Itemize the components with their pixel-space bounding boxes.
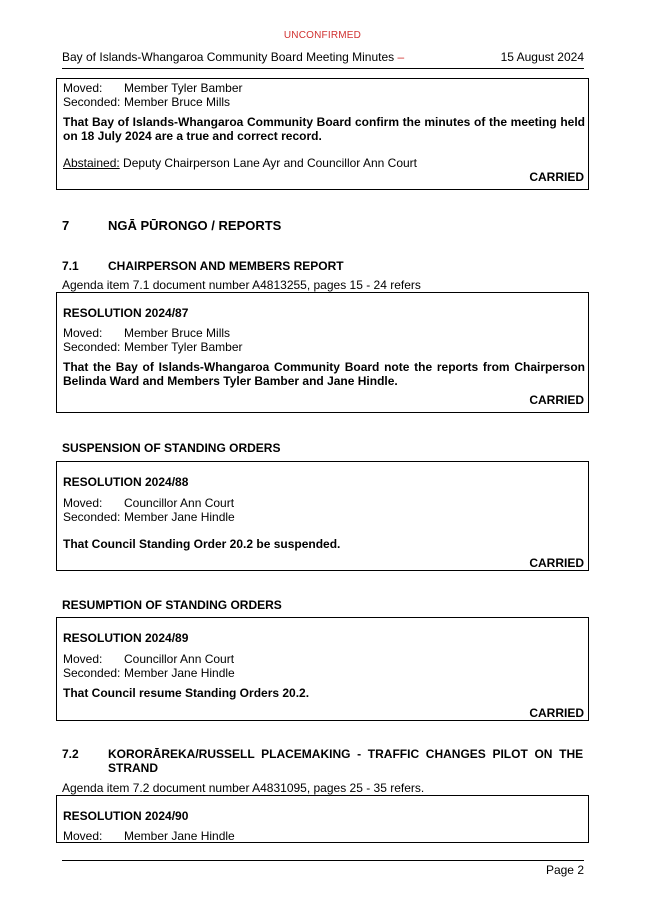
moved-row	[63, 496, 234, 510]
carried-label: CARRIED	[529, 393, 584, 407]
item-7-2-title-line1: KORORĀREKA/RUSSELL PLACEMAKING - TRAFFIC CHANGES PILOT ON THE	[108, 747, 584, 761]
moved-label: Moved:	[63, 829, 103, 843]
resolution-box-2024-89	[56, 617, 589, 721]
resolution-text: That Bay of Islands-Whangaroa Community Board confirm the minutes of the meeting held on 18 July 2024 are a true and correct record.	[63, 115, 585, 143]
seconded-value: Member Jane Hindle	[124, 666, 235, 680]
seconded-label: Seconded:	[63, 510, 121, 524]
resolution-heading: RESOLUTION 2024/89	[63, 631, 189, 645]
carried-label: CARRIED	[529, 170, 584, 184]
seconded-label: Seconded:	[63, 666, 121, 680]
resolution-text: That Council resume Standing Orders 20.2.	[63, 686, 310, 700]
moved-row	[63, 81, 242, 95]
item-7-2-agenda: Agenda item 7.2 document number A4831095, pages 25 - 35 refers.	[62, 781, 425, 795]
section-7-number: 7	[62, 218, 70, 233]
moved-label: Moved:	[63, 81, 103, 95]
header-date: 15 August 2024	[500, 50, 584, 64]
moved-value: Member Jane Hindle	[124, 829, 235, 843]
seconded-row	[63, 510, 235, 524]
resolution-heading: RESOLUTION 2024/90	[63, 809, 189, 823]
carried-label: CARRIED	[529, 556, 584, 570]
item-7-2-title-line2: STRAND	[108, 761, 158, 775]
abstained-row	[63, 156, 417, 170]
section-7-title: NGĀ PŪRONGO / REPORTS	[108, 218, 282, 233]
seconded-value: Member Tyler Bamber	[124, 340, 243, 354]
moved-value: Member Tyler Bamber	[124, 81, 243, 95]
seconded-row	[63, 95, 230, 109]
moved-value: Councillor Ann Court	[124, 496, 235, 510]
seconded-label: Seconded:	[63, 95, 121, 109]
seconded-label: Seconded:	[63, 340, 121, 354]
suspension-heading: SUSPENSION OF STANDING ORDERS	[62, 441, 281, 455]
seconded-value: Member Bruce Mills	[124, 95, 231, 109]
moved-row	[63, 652, 234, 666]
abstained-value: Deputy Chairperson Lane Ayr and Councillor Ann Court	[119, 156, 418, 170]
header-title	[62, 50, 404, 64]
abstained-label: Abstained:	[63, 156, 120, 170]
moved-value: Councillor Ann Court	[124, 652, 235, 666]
item-7-2-number: 7.2	[62, 747, 79, 761]
resolution-box-2024-87	[56, 292, 589, 413]
page-header	[62, 50, 584, 69]
page-number: Page 2	[545, 863, 584, 877]
unconfirmed-watermark: UNCONFIRMED	[283, 30, 362, 41]
resolution-text: That the Bay of Islands-Whangaroa Community Board note the reports from Chairperson Belinda Ward and Members Tyler Bamber and Jane Hindle.	[63, 360, 585, 388]
carried-label: CARRIED	[529, 706, 584, 720]
resolution-heading: RESOLUTION 2024/87	[63, 306, 189, 320]
resolution-heading: RESOLUTION 2024/88	[63, 475, 189, 489]
header-title-text: Bay of Islands-Whangaroa Community Board Meeting Minutes	[62, 50, 395, 64]
item-7-1-agenda: Agenda item 7.1 document number A4813255, pages 15 - 24 refers	[62, 278, 421, 292]
seconded-row	[63, 340, 242, 354]
header-dash: –	[397, 50, 405, 64]
moved-label: Moved:	[63, 496, 103, 510]
seconded-value: Member Jane Hindle	[124, 510, 235, 524]
resumption-heading: RESUMPTION OF STANDING ORDERS	[62, 598, 282, 612]
resolution-box-2024-88	[56, 461, 589, 571]
resolution-box-2024-90	[56, 795, 589, 843]
resolution-box-minutes	[56, 78, 589, 190]
moved-label: Moved:	[63, 326, 103, 340]
seconded-row	[63, 666, 235, 680]
item-7-1-number: 7.1	[62, 259, 79, 273]
item-7-1-title: CHAIRPERSON AND MEMBERS REPORT	[108, 259, 344, 273]
moved-value: Member Bruce Mills	[124, 326, 231, 340]
moved-row	[63, 829, 235, 843]
moved-label: Moved:	[63, 652, 103, 666]
resolution-text: That Council Standing Order 20.2 be suspended.	[63, 537, 341, 551]
footer-divider	[62, 860, 584, 861]
moved-row	[63, 326, 230, 340]
